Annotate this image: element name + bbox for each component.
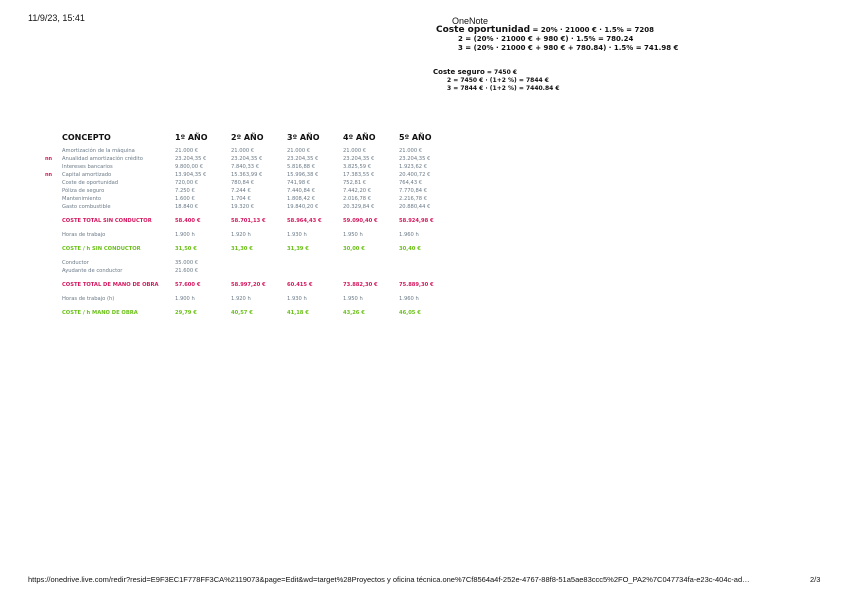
coste-oportunidad-line1: = 20% · 21000 € · 1.5% = 7208 — [532, 26, 654, 34]
year-4-cell: 17.383,55 € — [343, 172, 375, 178]
year-4-cell: 1.950 h — [343, 296, 363, 302]
year-3-cell: 1.808,42 € — [287, 196, 316, 202]
table-row — [45, 281, 445, 289]
table-row — [45, 179, 445, 187]
year-2-cell: 58.997,20 € — [231, 282, 266, 288]
table-row — [45, 163, 445, 171]
year-1-cell: 9.800,00 € — [175, 164, 204, 170]
year-4-cell: 23.204,35 € — [343, 156, 375, 162]
year-4-cell: 752,81 € — [343, 180, 367, 186]
table-row — [45, 231, 445, 239]
year-2-cell: 31,30 € — [231, 246, 253, 252]
concept-cell: Intereses bancarios — [62, 164, 113, 170]
concept-cell: COSTE / h SIN CONDUCTOR — [62, 246, 141, 252]
table-row — [45, 171, 445, 179]
year-3-cell: 15.996,38 € — [287, 172, 319, 178]
year-3-cell: 23.204,35 € — [287, 156, 319, 162]
year-4-cell: 21.000 € — [343, 148, 367, 154]
year-1-cell: 21.000 € — [175, 148, 199, 154]
table-row — [45, 267, 445, 275]
concept-cell: Coste de oportunidad — [62, 180, 119, 186]
year-2-cell: 1.920 h — [231, 296, 251, 302]
concept-cell: COSTE TOTAL DE MANO DE OBRA — [62, 282, 159, 288]
table-row — [45, 295, 445, 303]
concept-cell: Horas de trabajo (h) — [62, 296, 115, 302]
concept-cell: Conductor — [62, 260, 89, 266]
year-3-cell: 741,98 € — [287, 180, 311, 186]
year-5-cell: 2.216,78 € — [399, 196, 428, 202]
year-1-cell: 29,79 € — [175, 310, 197, 316]
concept-cell: Amortización de la máquina — [62, 148, 135, 154]
year-4-cell: 1.950 h — [343, 232, 363, 238]
year-1-cell: 13.904,35 € — [175, 172, 207, 178]
coste-seguro-line1: = 7450 € — [486, 69, 518, 76]
concept-cell: Horas de trabajo — [62, 232, 106, 238]
year-5-cell: 58.924,98 € — [399, 218, 434, 224]
year-2-cell: 7.244 € — [231, 188, 251, 194]
table-row — [45, 309, 445, 317]
year-3-cell: 1.930 h — [287, 232, 307, 238]
table-row — [45, 203, 445, 211]
year-5-cell: 20.400,72 € — [399, 172, 431, 178]
coste-seguro-line2: 2 = 7450 € · (1+2 %) = 7844 € — [447, 77, 549, 84]
year-4-cell: 73.882,30 € — [343, 282, 378, 288]
concept-cell: Capital amortizado — [62, 172, 112, 178]
year-2-cell: 1.704 € — [231, 196, 251, 202]
year-1-cell: 57.600 € — [175, 282, 201, 288]
table-body — [45, 147, 445, 317]
header-year-4: 4º AÑO — [343, 133, 376, 142]
year-3-cell: 7.440,84 € — [287, 188, 316, 194]
table-row — [45, 217, 445, 225]
year-4-cell: 3.825,59 € — [343, 164, 372, 170]
table-row — [45, 195, 445, 203]
year-4-cell: 20.329,84 € — [343, 204, 375, 210]
cost-table — [45, 131, 445, 317]
coste-oportunidad-line3: 3 = (20% · 21000 € + 980 € + 780.84) · 1.5% = 741.98 € — [458, 44, 679, 52]
year-3-cell: 5.816,88 € — [287, 164, 316, 170]
coste-oportunidad-line2: 2 = (20% · 21000 € + 980 €) · 1.5% = 780.24 — [458, 35, 634, 43]
table-row — [45, 147, 445, 155]
year-5-cell: 21.000 € — [399, 148, 423, 154]
year-1-cell: 1.900 h — [175, 232, 195, 238]
year-2-cell: 40,57 € — [231, 310, 253, 316]
print-title: OneNote — [452, 16, 489, 26]
concept-cell: Mantenimiento — [62, 196, 102, 202]
table-row — [45, 259, 445, 267]
year-2-cell: 780,84 € — [231, 180, 255, 186]
year-4-cell: 43,26 € — [343, 310, 365, 316]
year-1-cell: 35.000 € — [175, 260, 199, 266]
year-5-cell: 23.204,35 € — [399, 156, 431, 162]
concept-cell: Anualidad amortización crédito — [62, 156, 143, 162]
print-date: 11/9/23, 15:41 — [28, 13, 85, 23]
year-2-cell: 21.000 € — [231, 148, 255, 154]
year-1-cell: 7.250 € — [175, 188, 195, 194]
header-year-5: 5º AÑO — [399, 133, 432, 142]
year-4-cell: 2.016,78 € — [343, 196, 372, 202]
year-1-cell: 21.600 € — [175, 268, 199, 274]
print-page-number: 2/3 — [810, 575, 821, 584]
header-year-3: 3º AÑO — [287, 133, 320, 142]
coste-seguro-label: Coste seguro — [433, 68, 485, 76]
year-2-cell: 1.920 h — [231, 232, 251, 238]
year-2-cell: 7.840,33 € — [231, 164, 260, 170]
year-1-cell: 18.840 € — [175, 204, 199, 210]
concept-cell: COSTE / h MANO DE OBRA — [62, 310, 138, 316]
header-year-2: 2º AÑO — [231, 133, 264, 142]
year-2-cell: 19.320 € — [231, 204, 255, 210]
year-1-cell: 720,00 € — [175, 180, 199, 186]
year-1-cell: 31,50 € — [175, 246, 197, 252]
year-1-cell: 1.600 € — [175, 196, 195, 202]
year-4-cell: 59.090,40 € — [343, 218, 378, 224]
year-2-cell: 15.363,99 € — [231, 172, 263, 178]
print-footer-url: https://onedrive.live.com/redir?resid=E9F3EC1F778FF3CA%2119073&page=Edit&wd=target%28Proyectos y oficina técnica.one%7Cf8564a4f-252e-4767-88f8-51a5ae83ccc5%2FO_PA2%7C047734fa-e23c-404c-ad… — [28, 575, 750, 584]
year-4-cell: 30,00 € — [343, 246, 365, 252]
row-margin-mark: nn — [45, 156, 53, 162]
concept-cell: COSTE TOTAL SIN CONDUCTOR — [62, 218, 152, 224]
table-row — [45, 187, 445, 195]
year-5-cell: 75.889,30 € — [399, 282, 434, 288]
coste-oportunidad-label: Coste oportunidad — [436, 25, 531, 35]
table-row — [45, 155, 445, 163]
coste-seguro-line3: 3 = 7844 € · (1+2 %) = 7440.84 € — [447, 85, 560, 92]
year-3-cell: 41,18 € — [287, 310, 309, 316]
header-year-1: 1º AÑO — [175, 133, 208, 142]
concept-cell: Ayudante de conductor — [62, 268, 123, 274]
year-3-cell: 21.000 € — [287, 148, 311, 154]
year-5-cell: 46,05 € — [399, 310, 421, 316]
header-concepto: CONCEPTO — [62, 133, 111, 142]
year-5-cell: 1.960 h — [399, 232, 419, 238]
row-margin-mark: nn — [45, 172, 53, 178]
year-5-cell: 764,43 € — [399, 180, 423, 186]
concept-cell: Gasto combustible — [62, 204, 111, 210]
year-5-cell: 1.960 h — [399, 296, 419, 302]
concept-cell: Póliza de seguro — [62, 188, 105, 194]
year-5-cell: 20.880,44 € — [399, 204, 431, 210]
year-2-cell: 23.204,35 € — [231, 156, 263, 162]
year-1-cell: 1.900 h — [175, 296, 195, 302]
year-1-cell: 23.204,35 € — [175, 156, 207, 162]
coste-oportunidad-notes — [436, 26, 678, 53]
table-row — [45, 245, 445, 253]
table-header-row — [45, 131, 445, 147]
year-5-cell: 1.923,62 € — [399, 164, 428, 170]
year-3-cell: 60.415 € — [287, 282, 313, 288]
year-5-cell: 7.770,84 € — [399, 188, 428, 194]
year-3-cell: 31,39 € — [287, 246, 309, 252]
year-1-cell: 58.400 € — [175, 218, 201, 224]
year-5-cell: 30,40 € — [399, 246, 421, 252]
coste-seguro-notes — [433, 68, 560, 93]
year-4-cell: 7.442,20 € — [343, 188, 372, 194]
year-2-cell: 58.701,13 € — [231, 218, 266, 224]
year-3-cell: 58.964,43 € — [287, 218, 322, 224]
year-3-cell: 19.840,20 € — [287, 204, 319, 210]
year-3-cell: 1.930 h — [287, 296, 307, 302]
